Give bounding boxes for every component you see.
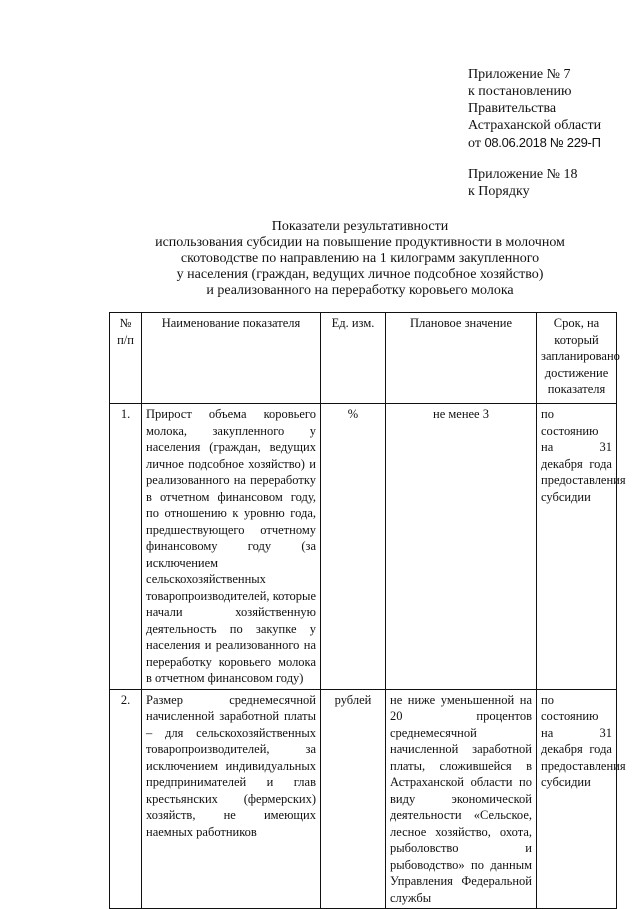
handwritten-date-number: 08.06.2018 № 229-П: [484, 135, 601, 150]
header-unit: Ед. изм.: [321, 313, 386, 404]
title-line-4: у населения (граждан, ведущих личное подсобное хозяйство): [176, 267, 544, 282]
table-header-row: [110, 313, 617, 404]
attachment-7-authority: Правительства: [468, 101, 557, 116]
row-2-name: Размер среднемесячной начисленной заработной платы – для сельскохозяйственных товаропроизводителей, за исключением индивидуальных предпринимателей и глав крестьянских (фермерских) хозяйств, не имеющих наемных работников: [142, 689, 321, 909]
attachment-18-ref: к Порядку: [468, 184, 530, 199]
row-2-term: по состоянию на 31 декабря года предоставления субсидии: [537, 689, 617, 909]
row-1-unit: %: [321, 404, 386, 690]
title-line-1: Показатели результативности: [271, 219, 449, 234]
row-2-unit: рублей: [321, 689, 386, 909]
table-row: [110, 404, 617, 690]
row-1-num: 1.: [110, 404, 142, 690]
title-line-2: использования субсидии на повышение продуктивности в молочном: [155, 235, 565, 250]
title-line-5: и реализованного на переработку коровьего молока: [206, 283, 514, 298]
table-row: [110, 689, 617, 909]
header-term: Срок, на который запланировано достижение показателя: [537, 313, 617, 404]
attachment-18-title: Приложение № 18: [468, 167, 578, 182]
attachment-7-block: [468, 66, 638, 152]
attachment-7-title: Приложение № 7: [468, 67, 571, 82]
row-1-name: Прирост объема коровьего молока, закупленного у населения (граждан, ведущих личное подсобное хозяйство) и реализованного на переработку в отчетном финансовом году, по отношению к уровню года, предшествующего отчетному финансовому году (за исключением сельскохозяйственных товаропроизводителей, которые начали хозяйственную деятельность по закупке у населения и реализованного на переработку коровьего молока в отчетном финансовом году): [142, 404, 321, 690]
document-title: [110, 219, 610, 299]
row-1-plan: не менее 3: [386, 404, 537, 690]
attachment-18-block: [468, 166, 638, 200]
attachment-7-region: Астраханской области: [468, 118, 602, 133]
date-prefix: от: [468, 136, 481, 151]
row-2-num: 2.: [110, 689, 142, 909]
indicators-table: [109, 312, 626, 909]
row-1-term: по состоянию на 31 декабря года предоставления субсидии: [537, 404, 617, 690]
header-num: № п/п: [110, 313, 142, 404]
header-name: Наименование показателя: [142, 313, 321, 404]
attachment-7-date-line: [468, 134, 638, 152]
title-line-3: скотоводстве по направлению на 1 килограмм закупленного: [180, 251, 540, 266]
attachment-7-ref: к постановлению: [468, 84, 572, 99]
row-2-plan: не ниже уменьшенной на 20 процентов среднемесячной начисленной заработной платы, сложившейся в Астраханской области по виду экономической деятельности «Сельское, лесное хозяйство, охота, рыболовство и рыбоводство» по данным Управления Федеральной службы: [386, 689, 537, 909]
header-plan: Плановое значение: [386, 313, 537, 404]
